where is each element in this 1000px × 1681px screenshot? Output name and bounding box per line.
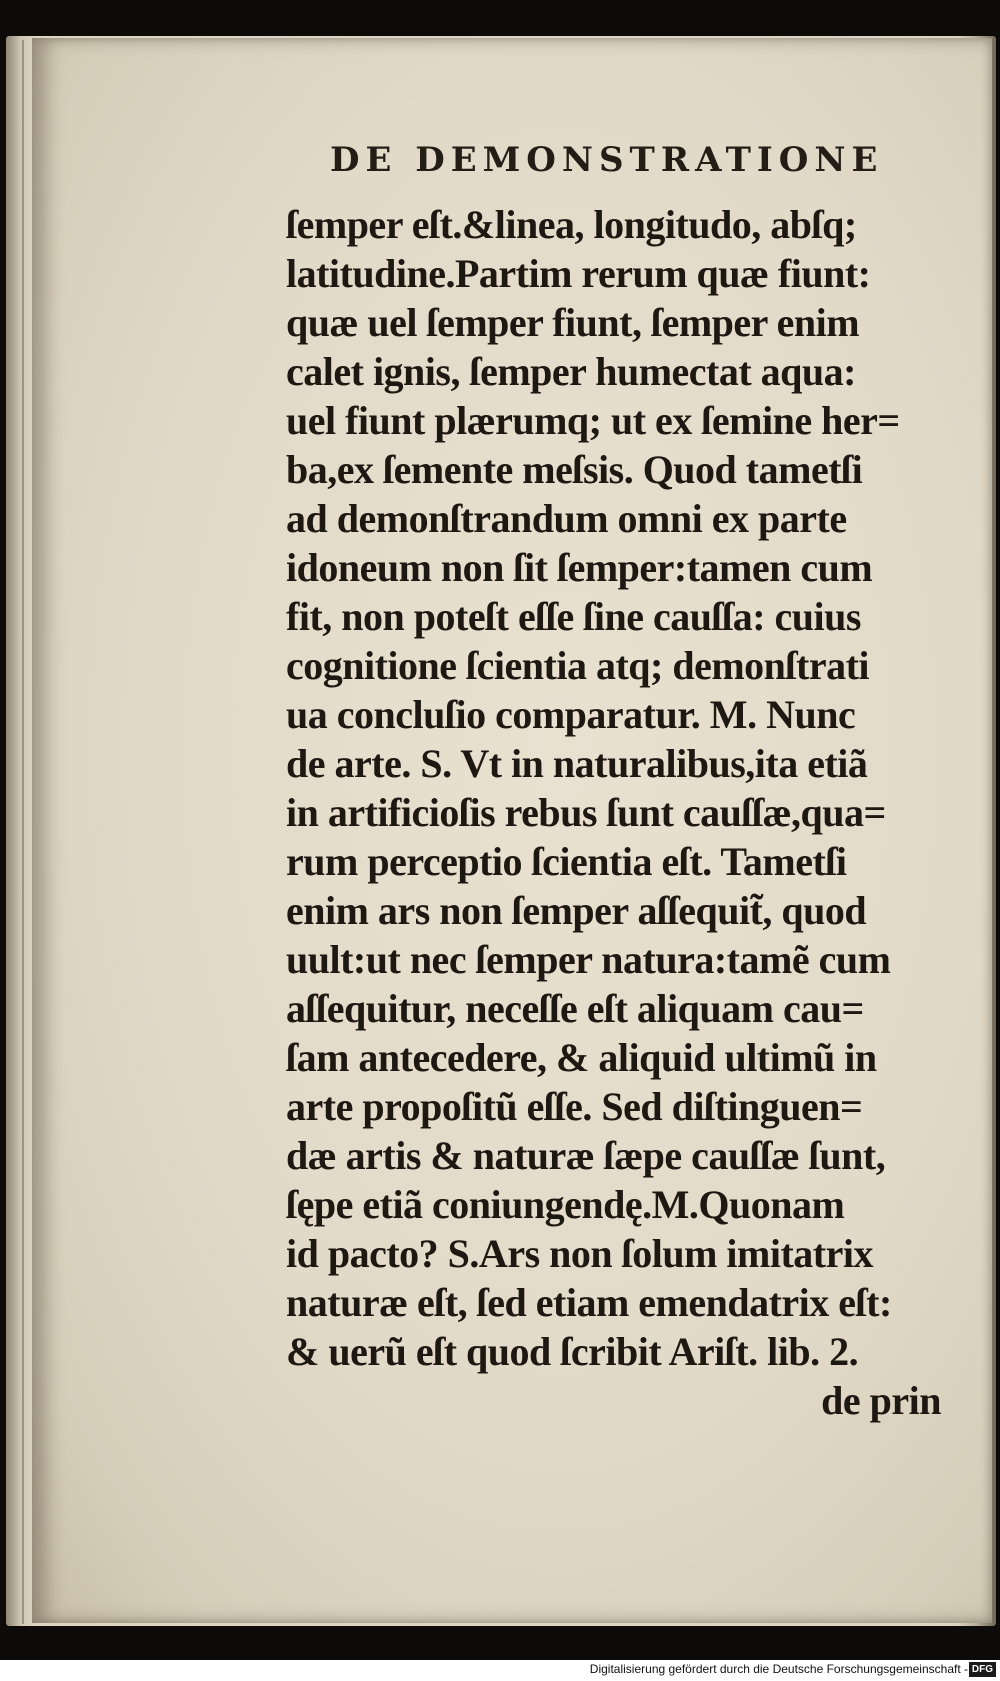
text-line: dæ artis & naturæ ſæpe cauſſæ ſunt, <box>286 1133 886 1178</box>
text-line: & uerũ eſt quod ſcribit Ariſt. lib. 2. <box>286 1329 859 1374</box>
footer-credit: Digitalisierung gefördert durch die Deutsche Forschungsgemeinschaft - <box>589 1662 968 1676</box>
body-text <box>286 200 956 1425</box>
text-line: in artificioſis rebus ſunt cauſſæ,qua= <box>286 790 886 835</box>
running-head: DE DEMONSTRATIONE <box>330 140 884 180</box>
text-line: idoneum non ſit ſemper:tamen cum <box>286 545 873 590</box>
text-line: enim ars non ſemper aſſequit̃, quod <box>286 888 867 933</box>
catchword: de prin <box>821 1378 941 1423</box>
text-line: id pacto? S.Ars non ſolum imitatrix <box>286 1231 873 1276</box>
page-fore-edge <box>22 40 24 1624</box>
dfg-logo-icon: DFG <box>969 1662 996 1677</box>
text-line: cognitione ſcientia atq; demonſtrati <box>286 643 870 688</box>
text-line: arte propoſitũ eſſe. Sed diſtinguen= <box>286 1084 863 1129</box>
text-line: ua concluſio comparatur. M. Nunc <box>286 692 856 737</box>
text-line: quæ uel ſemper fiunt, ſemper enim <box>286 300 860 345</box>
text-line: calet ignis, ſemper humectat aqua: <box>286 349 856 394</box>
text-line: ba,ex ſemente meſsis. Quod tametſi <box>286 447 863 492</box>
text-line: ad demonſtrandum omni ex parte <box>286 496 847 541</box>
text-line: ſępe etiã coniungendę.M.Quonam <box>286 1182 845 1227</box>
text-line: rum perceptio ſcientia eſt. Tametſi <box>286 839 847 884</box>
text-line: de arte. S. Vt in naturalibus,ita etiã <box>286 741 868 786</box>
text-line: latitudine.Partim rerum quæ fiunt: <box>286 251 871 296</box>
text-line: fit, non poteſt eſſe ſine cauſſa: cuius <box>286 594 861 639</box>
text-line: ſemper eſt.&linea, longitudo, abſq; <box>286 202 857 247</box>
text-line: uel fiunt plærumq; ut ex ſemine her= <box>286 398 900 443</box>
text-line: uult:ut nec ſemper natura:tamẽ cum <box>286 937 891 982</box>
text-line: naturæ eſt, ſed etiam emendatrix eſt: <box>286 1280 892 1325</box>
text-line: ſam antecedere, & aliquid ultimũ in <box>286 1035 877 1080</box>
text-line: aſſequitur, neceſſe eſt aliquam cau= <box>286 986 864 1031</box>
